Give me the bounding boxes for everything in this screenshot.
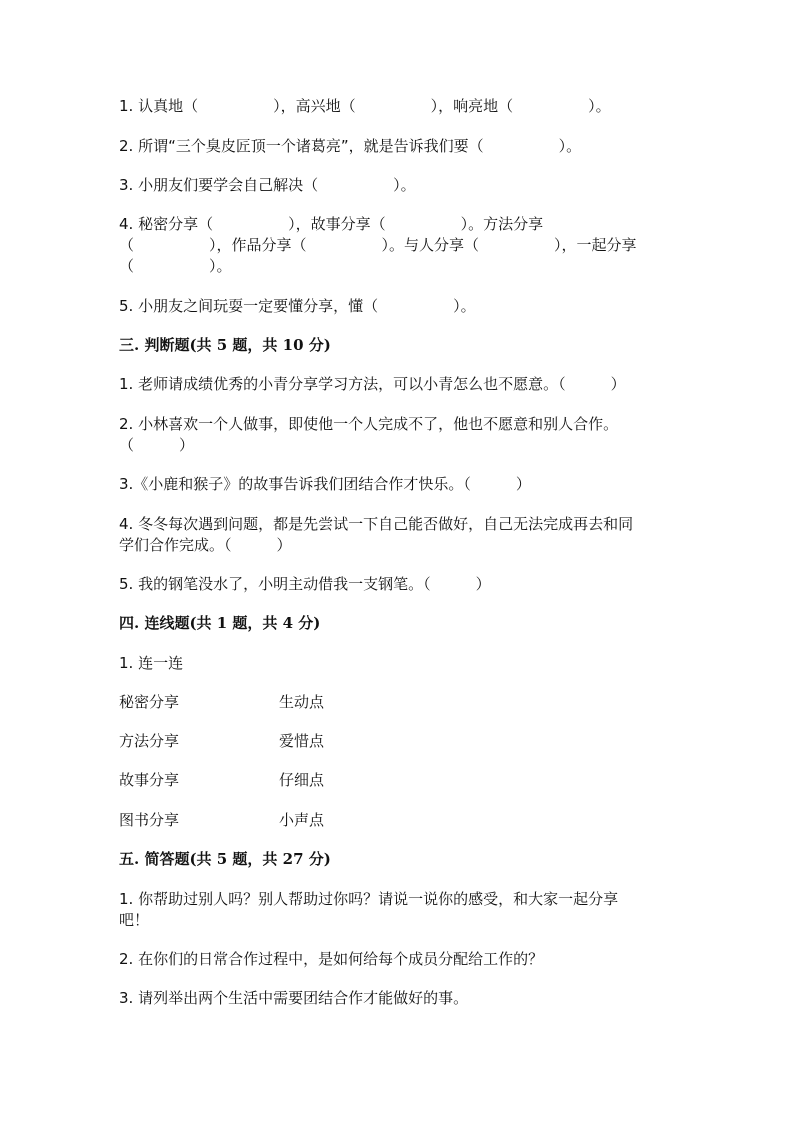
fill-in-question-4-line-3: （ ）。 <box>119 257 232 275</box>
match-right-item: 爱惜点 <box>279 732 325 750</box>
fill-in-question-3: 3. 小朋友们要学会自己解决（ ）。 <box>119 176 416 194</box>
match-right-item: 仔细点 <box>279 771 325 789</box>
judge-question-3: 3.《小鹿和猴子》的故事告诉我们团结合作才快乐。（ ） <box>119 475 531 493</box>
judge-question-2-line-1: 2. 小林喜欢一个人做事，即使他一个人完成不了，他也不愿意和别人合作。 <box>119 415 619 433</box>
fill-in-question-4-line-2: （ ），作品分享（ ）。与人分享（ ），一起分享 <box>119 236 637 254</box>
section-3-heading: 三. 判断题(共 5 题，共 10 分) <box>119 336 331 354</box>
fill-in-question-2: 2. 所谓“三个臭皮匠顶一个诸葛亮”，就是告诉我们要（ ）。 <box>119 137 582 155</box>
judge-question-5: 5. 我的钢笔没水了，小明主动借我一支钢笔。（ ） <box>119 575 491 593</box>
match-right-item: 生动点 <box>279 693 325 711</box>
short-answer-question-3: 3. 请列举出两个生活中需要团结合作才能做好的事。 <box>119 989 469 1007</box>
match-right-item: 小声点 <box>279 811 325 829</box>
section-4-heading: 四. 连线题(共 1 题，共 4 分) <box>119 614 321 632</box>
matching-question: 1. 连一连 <box>119 654 184 672</box>
match-left-item: 秘密分享 <box>119 693 180 711</box>
fill-in-question-4-line-1: 4. 秘密分享（ ），故事分享（ ）。方法分享 <box>119 215 544 233</box>
short-answer-question-1-line-1: 1. 你帮助过别人吗？别人帮助过你吗？请说一说你的感受，和大家一起分享 <box>119 890 619 908</box>
judge-question-2-line-2: （ ） <box>119 436 195 454</box>
match-left-item: 方法分享 <box>119 732 180 750</box>
section-5-heading: 五. 简答题(共 5 题，共 27 分) <box>119 850 331 868</box>
short-answer-question-1-line-2: 吧！ <box>119 911 150 929</box>
fill-in-question-5: 5. 小朋友之间玩耍一定要懂分享，懂（ ）。 <box>119 297 476 315</box>
match-left-item: 图书分享 <box>119 811 180 829</box>
fill-in-question-1: 1. 认真地（ ），高兴地（ ），响亮地（ ）。 <box>119 97 611 115</box>
judge-question-1: 1. 老师请成绩优秀的小青分享学习方法，可以小青怎么也不愿意。（ ） <box>119 375 626 393</box>
judge-question-4-line-1: 4. 冬冬每次遇到问题，都是先尝试一下自己能否做好，自己无法完成再去和同 <box>119 515 634 533</box>
match-left-item: 故事分享 <box>119 771 180 789</box>
short-answer-question-2: 2. 在你们的日常合作过程中，是如何给每个成员分配给工作的？ <box>119 950 544 968</box>
judge-question-4-line-2: 学们合作完成。（ ） <box>119 536 292 554</box>
